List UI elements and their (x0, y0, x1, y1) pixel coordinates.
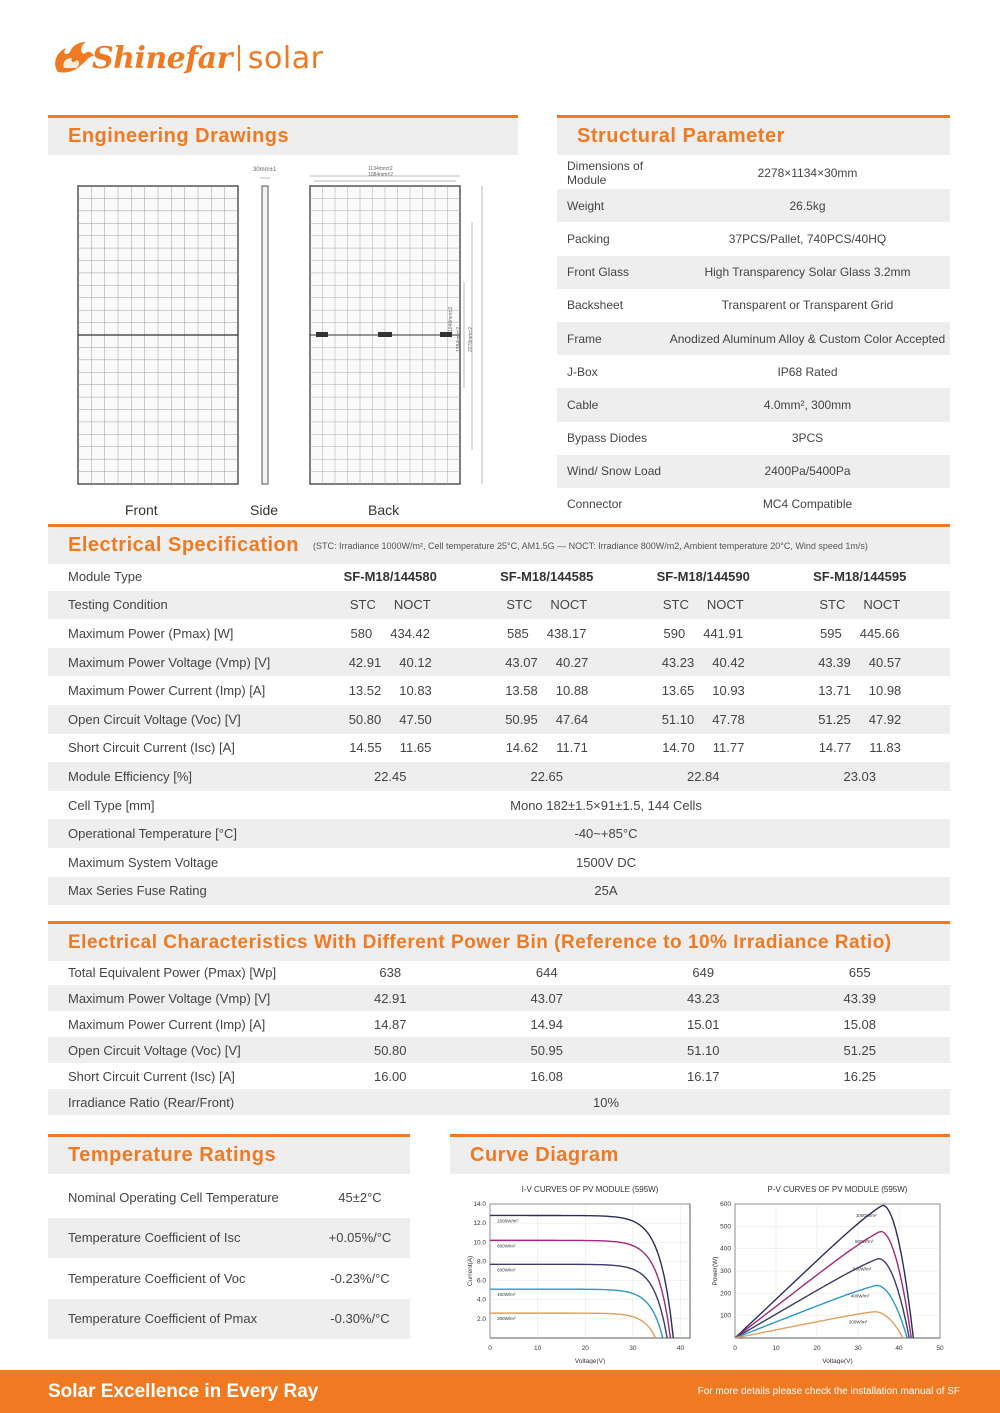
legend-label: 200W/m² (497, 1316, 516, 1322)
series-line (490, 1215, 673, 1338)
footer-bar (0, 1370, 1000, 1413)
brand-divider (238, 45, 240, 71)
table-row: Max Series Fuse Rating 25A (48, 877, 950, 906)
x-tick-label: 0 (488, 1345, 492, 1352)
engineering-header (48, 115, 518, 155)
table-row: Maximum System Voltage 1500V DC (68, 854, 636, 870)
powerbin-header (48, 921, 950, 961)
legend-label: 400W/m² (497, 1292, 516, 1298)
module-drawing (48, 162, 518, 502)
powerbin-title: Electrical Characteristics With Different Power Bin (Reference to 10% Irradiance Ratio) (68, 931, 892, 953)
table-row: Short Circuit Current (Isc) [A] 16.00 16.08 16.17 16.25 (68, 1068, 877, 1084)
x-axis-label: Voltage(V) (822, 1358, 853, 1364)
y-tick-label: 10.0 (473, 1239, 486, 1247)
x-tick-label: 0 (733, 1345, 737, 1352)
table-row: Short Circuit Current (Isc) [A] 14.55 11.65 14.62 11.71 14.70 11.77 14.77 11.83 (68, 740, 901, 756)
electrical-table (48, 562, 950, 905)
dim-side-thickness: 30mm±1 (253, 167, 277, 173)
y-axis-label: Current(A) (467, 1255, 474, 1287)
y-tick-label: 6.0 (476, 1277, 486, 1285)
curves-svg (450, 1178, 950, 1364)
table-row: Nominal Operating Cell Temperature 45±2°C (68, 1189, 382, 1205)
table-row: J-Box IP68 Rated (567, 364, 838, 379)
table-row: Temperature Coefficient of Isc +0.05%/°C (48, 1218, 410, 1259)
y-tick-label: 500 (720, 1223, 731, 1231)
series-line (490, 1264, 667, 1338)
temperature-header (48, 1134, 410, 1174)
x-tick-label: 50 (936, 1345, 944, 1352)
curve-diagrams (450, 1178, 950, 1364)
table-row: Dimensions of Module 2278×1134×30mm (567, 158, 858, 187)
legend-label: 600W/m² (497, 1267, 516, 1273)
flame-logo-icon (50, 38, 96, 78)
table-row: Module Efficiency [%] 22.45 22.65 22.84 23.03 (48, 762, 950, 791)
table-row: Operational Temperature [°C] -40~+85°C (48, 819, 950, 848)
temperature-table (48, 1177, 410, 1339)
table-row: Front Glass High Transparency Solar Glass 3.2mm (557, 256, 950, 289)
table-row: Maximum Power Current (Imp) [A] 13.52 10.83 13.58 10.88 13.65 10.93 13.71 10.98 (68, 683, 902, 699)
brand-name: Shinefar (92, 40, 232, 76)
label-front: Front (125, 502, 158, 518)
legend-label: 1000W/m² (497, 1218, 518, 1224)
brand-sub: solar (247, 40, 324, 76)
table-row: Maximum Power (Pmax) [W] 580 434.42 585 438.17 590 441.91 595 445.66 (68, 625, 900, 641)
x-tick-label: 20 (581, 1345, 589, 1352)
y-tick-label: 2.0 (476, 1315, 486, 1323)
table-row: Wind/ Snow Load 2400Pa/5400Pa (557, 455, 950, 488)
x-axis-label: Voltage(V) (574, 1358, 606, 1364)
table-row: Frame Anodized Aluminum Alloy & Custom Color Accepted (557, 322, 950, 355)
table-row: Cell Type [mm] Mono 182±1.5×91±1.5, 144 Cells (68, 797, 702, 813)
curve-title: Curve Diagram (470, 1144, 619, 1166)
legend-label: 800W/m² (855, 1239, 874, 1245)
y-tick-label: 12.0 (473, 1220, 486, 1228)
electrical-header (48, 524, 950, 564)
table-row: Packing 37PCS/Pallet, 740PCS/40HQ (567, 231, 887, 246)
electrical-title: Electrical Specification (68, 534, 299, 556)
brand-logo (50, 36, 323, 80)
y-tick-label: 100 (720, 1312, 731, 1320)
footer-more: For more details please check the installation manual of SF (697, 1386, 960, 1397)
x-tick-label: 20 (813, 1345, 821, 1352)
dim-width-inner: 1084mm±2 (368, 172, 393, 178)
chart-title: I-V CURVES OF PV MODULE (595W) (521, 1185, 659, 1194)
table-row: Maximum Power Voltage (Vmp) [V] 42.91 40.12 43.07 40.27 43.23 40.42 43.39 40.57 (48, 648, 950, 677)
table-row: Open Circuit Voltage (Voc) [V] 50.80 47.50 50.95 47.64 51.10 47.78 51.25 47.92 (48, 705, 950, 734)
legend-label: 800W/m² (497, 1243, 516, 1249)
x-tick-label: 10 (772, 1345, 780, 1352)
x-tick-label: 40 (895, 1345, 903, 1352)
y-tick-label: 200 (720, 1290, 731, 1298)
curve-header (450, 1134, 950, 1174)
y-axis-label: Power(W) (712, 1256, 719, 1286)
legend-label: 200W/m² (848, 1319, 868, 1325)
front-panel-drawing (78, 186, 238, 484)
table-row: Bypass Diodes 3PCS (567, 431, 824, 446)
temperature-title: Temperature Ratings (68, 1144, 277, 1166)
table-row: Cable 4.0mm², 300mm (557, 388, 950, 421)
table-row: Open Circuit Voltage (Voc) [V] 50.80 50.95 51.10 51.25 (48, 1037, 950, 1063)
structural-title: Structural Parameter (577, 125, 785, 147)
y-tick-label: 4.0 (476, 1296, 486, 1304)
structural-header (557, 115, 950, 155)
table-row: Maximum Power Current (Imp) [A] 14.87 14.94 15.01 15.08 (68, 1016, 877, 1032)
legend-label: 600W/m² (852, 1266, 872, 1272)
structural-table (557, 156, 950, 521)
side-drawing (260, 178, 270, 484)
label-side: Side (250, 502, 279, 518)
y-tick-label: 600 (720, 1201, 731, 1208)
legend-label: 400W/m² (850, 1293, 870, 1299)
dim-h1: 1048mm±2 (448, 307, 454, 332)
table-row: Weight 26.5kg (557, 189, 950, 222)
table-row: Module Type SF-M18/144580 SF-M18/144585 SF-M18/144590 SF-M18/144595 (68, 568, 907, 584)
engineering-drawings (48, 162, 518, 522)
y-tick-label: 8.0 (476, 1258, 486, 1266)
table-row: Total Equivalent Power (Pmax) [Wp] 638 644 649 655 (68, 964, 871, 980)
x-tick-label: 30 (854, 1345, 862, 1352)
dim-h3: 2278mm±2 (468, 327, 474, 352)
dim-h2: 1384mm±2 (456, 327, 462, 352)
table-row: Backsheet Transparent or Transparent Grid (567, 298, 894, 313)
x-tick-label: 40 (676, 1345, 685, 1352)
engineering-title: Engineering Drawings (68, 125, 290, 147)
table-row: Maximum Power Voltage (Vmp) [V] 42.91 43.07 43.23 43.39 (48, 985, 950, 1011)
plot-frame (490, 1204, 690, 1338)
label-back: Back (368, 502, 400, 518)
footer-slogan: Solar Excellence in Every Ray (48, 1380, 319, 1402)
powerbin-table (48, 959, 950, 1115)
table-row: Connector MC4 Compatible (567, 497, 853, 512)
table-row: Temperature Coefficient of Voc -0.23%/°C (68, 1270, 390, 1286)
chart-title: P-V CURVES OF PV MODULE (595W) (767, 1185, 908, 1194)
x-tick-label: 10 (534, 1345, 542, 1352)
x-tick-label: 30 (629, 1345, 637, 1352)
dim-width-outer: 1134mm±2 (368, 166, 393, 172)
y-tick-label: 300 (720, 1268, 731, 1275)
table-row: Irradiance Ratio (Rear/Front) 10% (48, 1089, 950, 1115)
table-row: Testing Condition STC NOCT STC NOCT STC NOCT STC NOCT (48, 591, 950, 620)
electrical-note: (STC: Irradiance 1000W/m², Cell temperature 25°C, AM1.5G — NOCT: Irradiance 800W/m2, Ambient temperature 20°C, Wind speed 1m/s) (312, 540, 868, 551)
y-tick-label: 14.0 (473, 1201, 486, 1208)
table-row: Temperature Coefficient of Pmax -0.30%/°C (48, 1299, 410, 1340)
y-tick-label: 400 (720, 1245, 731, 1253)
legend-label: 1000W/m² (855, 1213, 877, 1219)
